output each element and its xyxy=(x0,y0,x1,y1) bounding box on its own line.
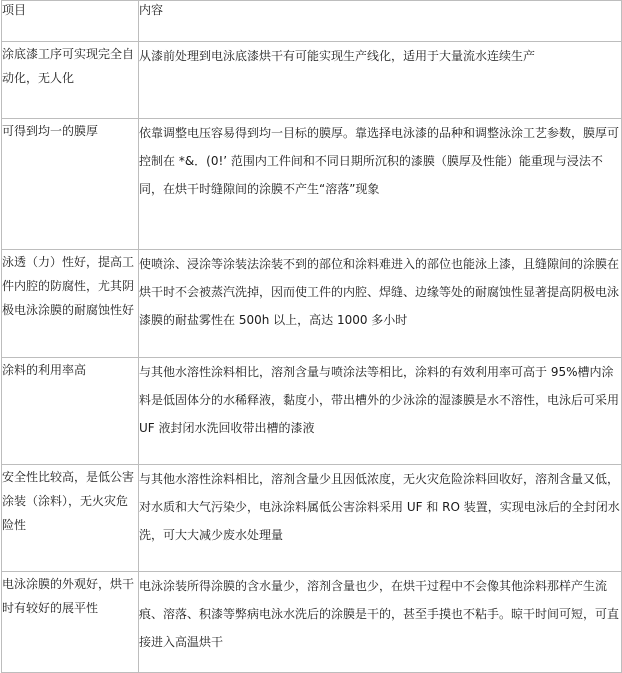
table-row xyxy=(2,119,622,250)
row-content: 依靠调整电压容易得到均一目标的膜厚。靠选择电泳漆的品种和调整泳涂工艺参数，膜厚可控制在 *&．(0!’ 范围内工件间和不同日期所沉积的漆膜（膜厚及性能）能重现与浸法不同，在烘干时缝隙间的涂膜不产生“溶落”现象 xyxy=(139,119,622,250)
row-item: 涂底漆工序可实现完全自动化，无人化 xyxy=(2,42,139,119)
table-header-row xyxy=(2,1,622,42)
table-row xyxy=(2,358,622,465)
table-row xyxy=(2,465,622,572)
row-content: 从漆前处理到电泳底漆烘干有可能实现生产线化，适用于大量流水连续生产 xyxy=(139,42,622,119)
header-content: 内容 xyxy=(139,1,622,42)
row-item: 涂料的利用率高 xyxy=(2,358,139,465)
row-item: 可得到均一的膜厚 xyxy=(2,119,139,250)
table-row xyxy=(2,42,622,119)
comparison-table xyxy=(1,0,622,673)
row-item: 泳透（力）性好，提高工件内腔的防腐性，尤其阴极电泳涂膜的耐腐蚀性好 xyxy=(2,250,139,358)
header-item: 项目 xyxy=(2,1,139,42)
table-row xyxy=(2,572,622,673)
row-content: 使喷涂、浸涂等涂装法涂装不到的部位和涂料难进入的部位也能泳上漆，且缝隙间的涂膜在烘干时不会被蒸汽洗掉，因而使工件的内腔、焊缝、边缘等处的耐腐蚀性显著提高阴极电泳漆膜的耐盐雾性在 500h 以上，高达 1000 多小时 xyxy=(139,250,622,358)
row-content: 电泳涂装所得涂膜的含水量少，溶剂含量也少，在烘干过程中不会像其他涂料那样产生流痕、溶落、积漆等弊病电泳水洗后的涂膜是干的，甚至手摸也不粘手。晾干时间可短，可直接进入高温烘干 xyxy=(139,572,622,673)
table-row xyxy=(2,250,622,358)
row-content: 与其他水溶性涂料相比，溶剂含量少且因低浓度，无火灾危险涂料回收好，溶剂含量又低，对水质和大气污染少，电泳涂料属低公害涂料采用 UF 和 RO 装置，实现电泳后的全封闭水洗，可大大减少废水处理量 xyxy=(139,465,622,572)
row-item: 电泳涂膜的外观好，烘干时有较好的展平性 xyxy=(2,572,139,673)
row-content: 与其他水溶性涂料相比，溶剂含量与喷涂法等相比，涂料的有效利用率可高于 95%槽内涂料是低固体分的水稀释液，黏度小，带出槽外的少泳涂的湿漆膜是水不溶性，电泳后可采用 UF 液封闭水洗回收带出槽的漆液 xyxy=(139,358,622,465)
row-item: 安全性比较高，是低公害涂装（涂料），无火灾危险性 xyxy=(2,465,139,572)
